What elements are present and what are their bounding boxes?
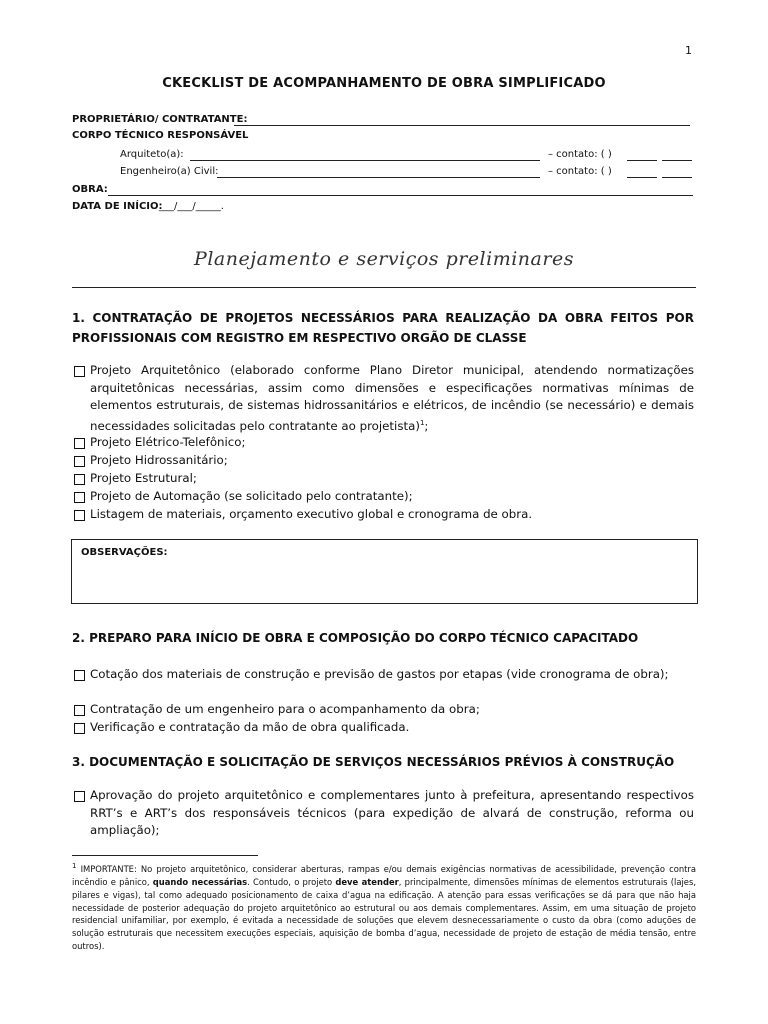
section2-heading: 2. PREPARO PARA INÍCIO DE OBRA E COMPOSIÇÃO DO CORPO TÉCNICO CAPACITADO <box>72 631 639 645</box>
data-inicio-label: DATA DE INÍCIO: <box>72 201 163 212</box>
checklist-item-text: Aprovação do projeto arquitetônico e complementares junto à prefeitura, apresentando respectivos RRT’s e ART’s dos responsáveis técnicos (para expedição de alvará de construção, reforma ou ampliação); <box>90 788 694 837</box>
checkbox-icon[interactable] <box>74 510 85 521</box>
checklist-item-listagem-materiais[interactable] <box>74 506 694 524</box>
footnote-bold-1: quando necessárias <box>152 876 248 887</box>
checkbox-icon[interactable] <box>74 438 85 449</box>
arquiteto-label: Arquiteto(a): <box>120 149 184 160</box>
section3-heading: 3. DOCUMENTAÇÃO E SOLICITAÇÃO DE SERVIÇOS NECESSÁRIOS PRÉVIOS À CONSTRUÇÃO <box>72 755 675 769</box>
checkbox-icon[interactable] <box>74 492 85 503</box>
footnote-ref: 1 <box>419 418 425 427</box>
checklist-item-text: Projeto de Automação (se solicitado pelo contratante); <box>90 489 413 503</box>
footnote-text-2: . Contudo, o projeto <box>247 876 336 887</box>
checklist-item-text: Listagem de materiais, orçamento executivo global e cronograma de obra. <box>90 507 533 521</box>
proprietario-field[interactable] <box>234 125 690 126</box>
arquiteto-contato-label: – contato: ( ) <box>548 149 612 160</box>
section1-heading: 1. CONTRATAÇÃO DE PROJETOS NECESSÁRIOS PARA REALIZAÇÃO DA OBRA FEITOS POR PROFISSIONAIS COM REGISTRO EM RESPECTIVO ORGÃO DE CLASSE <box>72 311 694 345</box>
engenheiro-contato-label: – contato: ( ) <box>548 166 612 177</box>
checklist-item-hidrossanitario[interactable] <box>74 452 694 470</box>
checkbox-icon[interactable] <box>74 456 85 467</box>
data-inicio-field[interactable]: ___/___/_____. <box>159 201 224 212</box>
arquiteto-field[interactable] <box>190 160 540 161</box>
checklist-item-text: Projeto Estrutural; <box>90 471 197 485</box>
section-banner-rule <box>72 287 696 288</box>
checklist-item-estrutural[interactable] <box>74 470 694 488</box>
section-banner-cursive: Planejamento e serviços preliminares <box>194 248 574 270</box>
footnote-text-3: , principalmente, dimensões mínimas de elementos estruturais (lajes, pilares e vigas), tal como adequado posicionamento de caixa d’agua na edificação. A atenção para essas verificações se dá para que não haja necessidade de posterior adequação do projeto arquitetônico ao estrutural ou aos demais complementares. Assim, em uma situação de projeto residencial unifamiliar, por exemplo, é evitada a necessidade de soluções que elevem desnecessariamente o custo da obra (como aduções de solução estruturais que necessitem execuções especiais, aquisição de bomba d’agua, necessidade de projeto de estação de média tensão, entre outros). <box>72 876 696 952</box>
footnote-separator <box>72 855 258 856</box>
footnote <box>72 860 696 953</box>
observacoes-label: OBSERVAÇÕES: <box>81 547 168 558</box>
checklist-item-eletrico[interactable] <box>74 434 694 452</box>
checklist-item-text: Contratação de um engenheiro para o acompanhamento da obra; <box>90 702 480 716</box>
checklist-item-aprovacao-projeto[interactable] <box>74 787 694 840</box>
corpo-tecnico-label: CORPO TÉCNICO RESPONSÁVEL <box>72 130 249 141</box>
checklist-item-text <box>90 362 694 435</box>
observacoes-box[interactable] <box>71 539 698 604</box>
footnote-text-1: IMPORTANTE: No projeto arquitetônico, considerar aberturas, rampas e/ou demais exigências normativas de acessibilidade, prevenção contra incêndio e pânico, <box>72 863 696 887</box>
checklist-item-text: Projeto Elétrico-Telefônico; <box>90 435 246 449</box>
arquiteto-contato-prefix-field[interactable] <box>627 160 657 161</box>
obra-label: OBRA: <box>72 184 108 195</box>
proprietario-label: PROPRIETÁRIO/ CONTRATANTE: <box>72 114 248 125</box>
arquiteto-contato-number-field[interactable] <box>662 160 692 161</box>
page-number: 1 <box>685 44 692 57</box>
checkbox-icon[interactable] <box>74 366 85 377</box>
checkbox-icon[interactable] <box>74 670 85 681</box>
engenheiro-contato-number-field[interactable] <box>662 177 692 178</box>
checklist-item-text: Projeto Hidrossanitário; <box>90 453 228 467</box>
engenheiro-field[interactable] <box>217 177 540 178</box>
checklist-item-text: Verificação e contratação da mão de obra qualificada. <box>90 720 410 734</box>
checklist-item-projeto-arquitetonico[interactable] <box>74 362 694 435</box>
checkbox-icon[interactable] <box>74 474 85 485</box>
checkbox-icon[interactable] <box>74 723 85 734</box>
footnote-bold-2: deve atender <box>335 876 399 887</box>
checkbox-icon[interactable] <box>74 791 85 802</box>
checkbox-icon[interactable] <box>74 705 85 716</box>
item-arq-end: ; <box>424 418 429 433</box>
engenheiro-contato-prefix-field[interactable] <box>627 177 657 178</box>
item-arq-text: Projeto Arquitetônico (elaborado conforme Plano Diretor municipal, atendendo normatizações arquitetônicas necessárias, assim como dimensões e especificações normativas mínimas de elementos estruturais, de sistemas hidrossanitários e elétricos, de incêndio (se necessário) e demais necessidades solicitadas pelo contratante ao projetista) <box>90 363 694 433</box>
engenheiro-label: Engenheiro(a) Civil: <box>120 166 219 177</box>
obra-field[interactable] <box>108 195 693 196</box>
checklist-item-automacao[interactable] <box>74 488 694 506</box>
checklist-item-text: Cotação dos materiais de construção e previsão de gastos por etapas (vide cronograma de obra); <box>90 667 669 681</box>
document-title: CKECKLIST DE ACOMPANHAMENTO DE OBRA SIMPLIFICADO <box>162 76 606 91</box>
checklist-item-mao-de-obra[interactable] <box>74 719 694 737</box>
footnote-marker: 1 <box>72 862 77 870</box>
checklist-item-engenheiro[interactable] <box>74 701 694 719</box>
checklist-item-cotacao[interactable] <box>74 666 694 684</box>
